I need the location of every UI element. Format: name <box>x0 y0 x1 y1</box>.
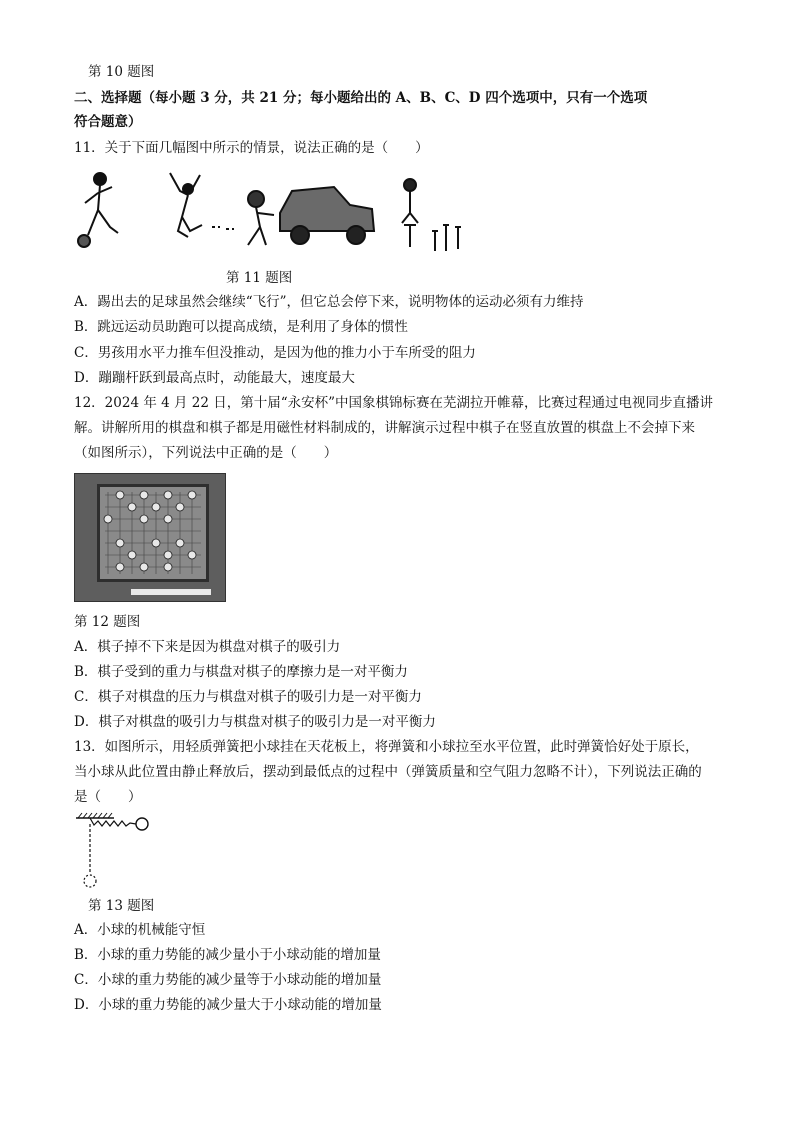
q13-option-c: C．小球的重力势能的减少量等于小球动能的增加量 <box>74 972 382 988</box>
q13-option-a: A．小球的机械能守恒 <box>74 922 206 938</box>
q12-option-b: B．棋子受到的重力与棋盘对棋子的摩擦力是一对平衡力 <box>74 664 408 680</box>
chess-pieces <box>100 487 206 579</box>
q12-figure-caption: 第 12 题图 <box>74 614 141 630</box>
section-title-cont: 符合题意） <box>74 114 142 130</box>
figure-10-caption: 第 10 题图 <box>88 64 155 80</box>
q13-stem-line3: 是（ ） <box>74 789 142 805</box>
q12-stem-line1: 12．2024 年 4 月 22 日，第十届“永安杯”中国象棋锦标赛在芜湖拉开帷幕，比赛过程通过电视同步直播讲 <box>74 395 714 411</box>
q11-option-b: B．跳远运动员助跑可以提高成绩，是利用了身体的惯性 <box>74 319 408 335</box>
boy-pushing-car-illustration <box>248 187 374 245</box>
q11-option-d: D．蹦蹦杆跃到最高点时，动能最大，速度最大 <box>74 370 355 386</box>
q13-figure-caption: 第 13 题图 <box>88 898 155 914</box>
q12-option-d: D．棋子对棋盘的吸引力与棋盘对棋子的吸引力是一对平衡力 <box>74 714 436 730</box>
q12-stem-line2: 解。讲解所用的棋盘和棋子都是用磁性材料制成的，讲解演示过程中棋子在竖直放置的棋盘上不会掉下来 <box>74 420 695 436</box>
q12-option-c: C．棋子对棋盘的压力与棋盘对棋子的吸引力是一对平衡力 <box>74 689 422 705</box>
ball-lowest <box>84 875 96 887</box>
ceiling-hatch <box>76 813 114 818</box>
chess-board-grid <box>97 484 209 582</box>
q11-stem: 11．关于下面几幅图中所示的情景，说法正确的是（ ） <box>74 140 429 156</box>
spring-pendulum-diagram <box>72 810 162 892</box>
section-title: 二、选择题（每小题 3 分，共 21 分；每小题给出的 A、B、C、D 四个选项中，只有一个选项 <box>74 90 648 106</box>
q13-stem-line1: 13．如图所示，用轻质弹簧把小球挂在天花板上，将弹簧和小球拉至水平位置，此时弹簧恰好处于原长， <box>74 739 699 755</box>
chess-board-photo <box>74 473 226 602</box>
board-caption-strip <box>131 589 211 595</box>
q11-option-c: C．男孩用水平力推车但没推动，是因为他的推力小于车所受的阻力 <box>74 345 476 361</box>
long-jumper-illustration <box>170 173 234 237</box>
spring <box>90 818 136 826</box>
q13-option-b: B．小球的重力势能的减少量小于小球动能的增加量 <box>74 947 381 963</box>
q13-option-d: D．小球的重力势能的减少量大于小球动能的增加量 <box>74 997 382 1013</box>
q11-figure-caption: 第 11 题图 <box>226 270 293 286</box>
q12-stem-line3: （如图所示），下列说法中正确的是（ ） <box>74 445 338 461</box>
q12-option-a: A．棋子掉不下来是因为棋盘对棋子的吸引力 <box>74 639 341 655</box>
q11-figure <box>70 165 470 260</box>
q11-option-a: A．踢出去的足球虽然会继续“飞行”，但它总会停下来，说明物体的运动必须有力维持 <box>74 294 584 310</box>
q13-stem-line2: 当小球从此位置由静止释放后，摆动到最低点的过程中（弹簧质量和空气阻力忽略不计），下列说法正确的 <box>74 764 702 780</box>
pogo-stick-illustration <box>402 179 461 251</box>
soccer-player-illustration <box>78 173 118 247</box>
ball-horizontal <box>136 818 148 830</box>
